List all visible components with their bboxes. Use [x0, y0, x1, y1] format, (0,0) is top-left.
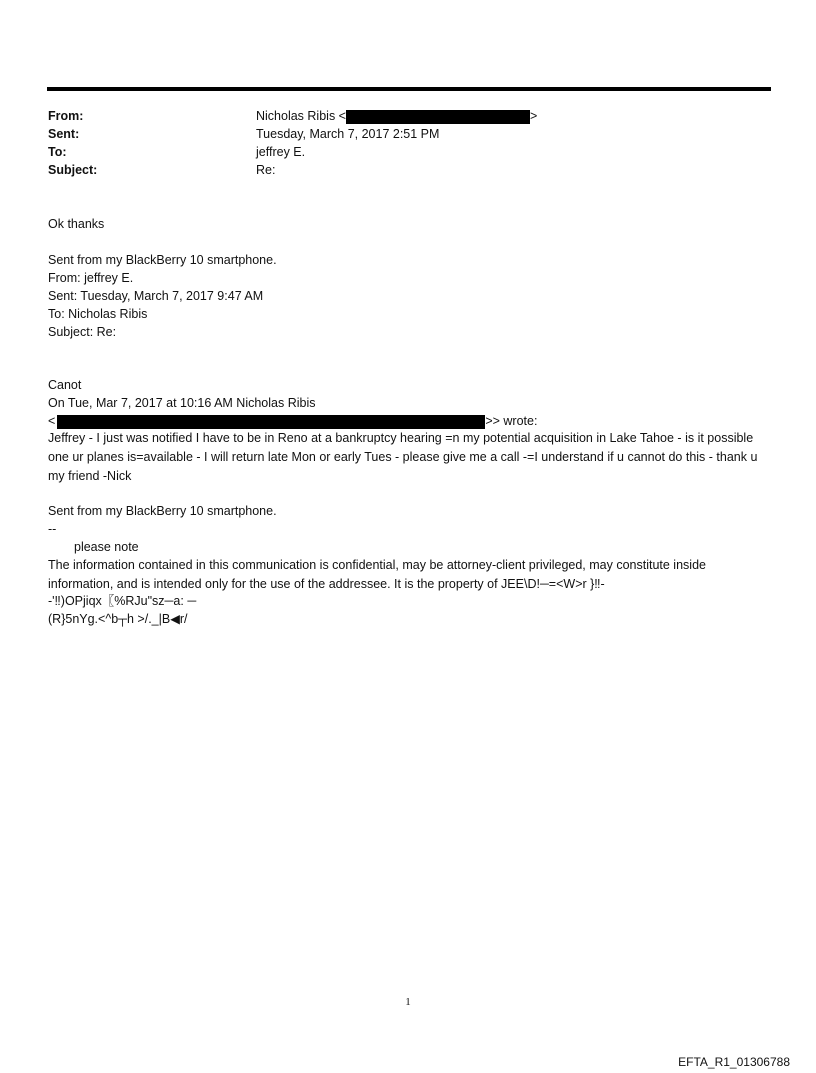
- please-note: please note: [74, 540, 139, 554]
- subject-label: Subject:: [48, 163, 98, 177]
- header-rule: [47, 87, 771, 91]
- sent-label: Sent:: [48, 127, 80, 141]
- quote-attribution: On Tue, Mar 7, 2017 at 10:16 AM Nicholas Ribis: [48, 396, 316, 410]
- from-label: From:: [48, 109, 84, 123]
- sent-value: Tuesday, March 7, 2017 2:51 PM: [256, 127, 440, 141]
- forwarded-to: To: Nicholas Ribis: [48, 307, 148, 321]
- canot-text: Canot: [48, 378, 82, 392]
- document-id: EFTA_R1_01306788: [678, 1055, 790, 1069]
- quote-email-line: [48, 412, 537, 430]
- signature-line-2: Sent from my BlackBerry 10 smartphone.: [48, 504, 277, 518]
- to-value: jeffrey E.: [256, 145, 306, 159]
- forwarded-subject: Subject: Re:: [48, 325, 117, 339]
- redaction-bar: [57, 415, 485, 429]
- from-close: >: [529, 109, 538, 123]
- redaction-bar: [346, 110, 530, 124]
- quoted-message: Jeffrey - I just was notified I have to be in Reno at a bankruptcy hearing =n my potential acquisition in Lake Tahoe - is it possible one ur planes is=available - I will return late Mon or early Tues - please give me a call -=I understand if u cannot do this - thank u my friend -Nick: [48, 431, 758, 483]
- forwarded-sent: Sent: Tuesday, March 7, 2017 9:47 AM: [48, 289, 264, 303]
- subject-value: Re:: [256, 163, 276, 177]
- from-value: [256, 107, 537, 125]
- reply-text: Ok thanks: [48, 217, 105, 231]
- garbled-text-line: (R}5nYg.<^b┬h >/._|B◀r/: [48, 612, 188, 626]
- to-label: To:: [48, 145, 67, 159]
- wrote-text: >> wrote:: [485, 414, 538, 428]
- garbled-text-line: -'‼)OPjiqx〖%RJu"sz─a: ─: [48, 594, 197, 608]
- lt-symbol: <: [48, 414, 56, 428]
- separator-dashes: --: [48, 522, 57, 536]
- forwarded-from: From: jeffrey E.: [48, 271, 134, 285]
- from-name: Nicholas Ribis <: [256, 109, 346, 123]
- signature-line: Sent from my BlackBerry 10 smartphone.: [48, 253, 277, 267]
- confidentiality-notice: The information contained in this communication is confidential, may be attorney-client privileged, may constitute inside information, and is intended only for the use of the addressee. It is the property of JEE\D!─=<W>r }‼-: [48, 558, 706, 591]
- page-number: 1: [405, 996, 411, 1008]
